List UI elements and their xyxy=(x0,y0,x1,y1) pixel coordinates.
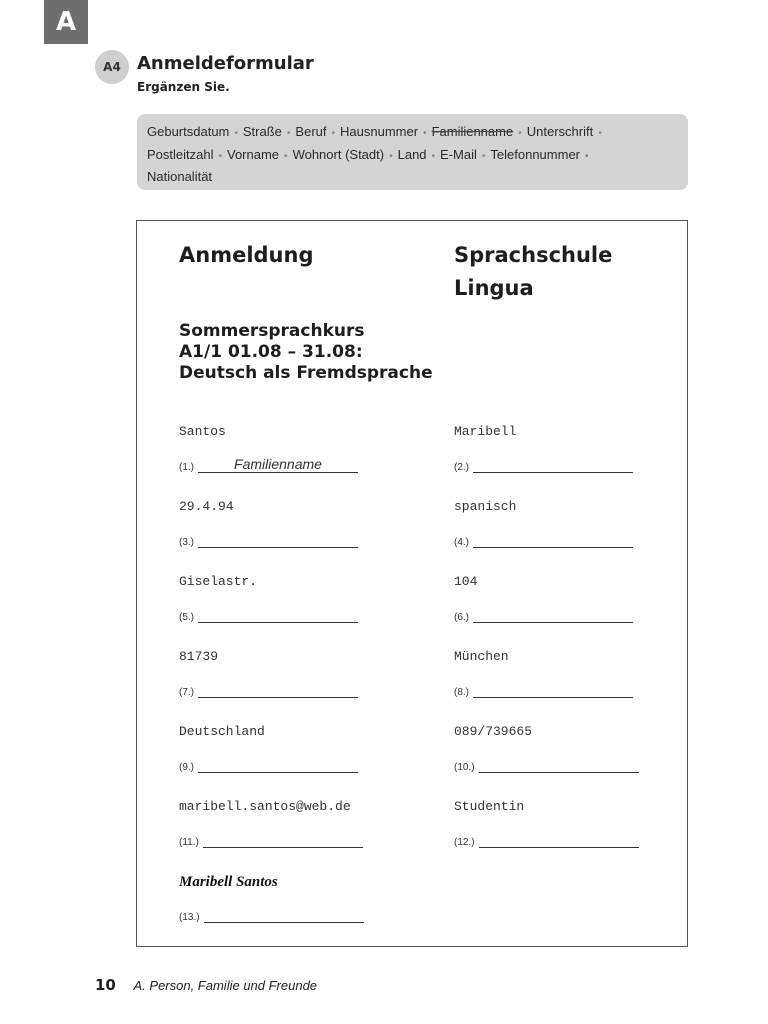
field-value: Santos xyxy=(179,424,226,439)
form-field xyxy=(179,573,379,623)
answer-number: (4.) xyxy=(454,537,469,548)
chapter-tab: A xyxy=(44,0,88,44)
word-box-item: Beruf xyxy=(295,124,327,139)
answer-row xyxy=(179,831,379,848)
answer-blank[interactable] xyxy=(203,831,363,848)
field-value: Studentin xyxy=(454,799,525,814)
field-value: spanisch xyxy=(454,499,517,514)
course-line-3: Deutsch als Fremdsprache xyxy=(179,363,433,383)
separator-dot-icon: • xyxy=(284,150,288,162)
separator-dot-icon: • xyxy=(423,128,427,139)
word-box-item: Wohnort (Stadt) xyxy=(292,146,385,162)
form-field xyxy=(454,573,654,623)
word-box-item: Land xyxy=(397,146,427,162)
answer-row xyxy=(179,756,379,773)
form-field xyxy=(454,723,654,773)
form-field xyxy=(179,798,379,848)
field-value: 29.4.94 xyxy=(179,499,234,514)
chapter-name: A. Person, Familie und Freunde xyxy=(133,978,318,993)
separator-dot-icon: • xyxy=(331,128,336,139)
answer-blank[interactable] xyxy=(473,456,633,473)
page-number: 10 xyxy=(95,976,116,994)
answer-blank[interactable]: Familienname xyxy=(198,456,358,473)
answer-row xyxy=(454,681,654,698)
answer-row xyxy=(454,831,654,848)
answer-blank[interactable] xyxy=(198,606,358,623)
separator-dot-icon: • xyxy=(598,128,602,139)
form-field xyxy=(179,723,379,773)
field-value: 81739 xyxy=(179,649,219,664)
field-value: 089/739665 xyxy=(454,724,533,739)
answer-number: (6.) xyxy=(454,612,469,623)
separator-dot-icon: • xyxy=(218,150,222,162)
separator-dot-icon: • xyxy=(585,150,589,162)
separator-dot-icon: • xyxy=(234,128,238,139)
answer-number: (2.) xyxy=(454,462,469,473)
field-value: Maribell xyxy=(454,424,517,439)
form-field xyxy=(179,498,379,548)
field-value: München xyxy=(454,649,509,664)
word-box-item: Telefonnummer xyxy=(490,146,581,162)
form-title: Anmeldung xyxy=(179,243,314,267)
exercise-instruction: Ergänzen Sie. xyxy=(137,80,230,94)
field-value: maribell.santos@web.de xyxy=(179,799,351,814)
field-value: Deutschland xyxy=(179,724,265,739)
form-field xyxy=(179,873,379,923)
answer-number: (5.) xyxy=(179,612,194,623)
word-box-line xyxy=(147,167,678,188)
answer-number: (7.) xyxy=(179,687,194,698)
separator-dot-icon: • xyxy=(431,150,436,162)
course-line-1: Sommersprachkurs xyxy=(179,321,365,341)
page-footer xyxy=(95,976,317,994)
answer-blank[interactable] xyxy=(473,531,633,548)
separator-dot-icon: • xyxy=(286,128,291,139)
form-field xyxy=(454,423,654,473)
answer-blank[interactable] xyxy=(198,531,358,548)
answer-row xyxy=(454,606,654,623)
answer-number: (10.) xyxy=(454,762,475,773)
answer-row xyxy=(454,756,654,773)
answer-blank[interactable] xyxy=(204,906,364,923)
course-description xyxy=(179,321,433,384)
exercise-number-badge: A4 xyxy=(95,50,129,84)
answer-row xyxy=(179,681,379,698)
registration-form xyxy=(136,220,688,947)
word-box-item: Unterschrift xyxy=(526,124,594,139)
field-value: 104 xyxy=(454,574,478,589)
answer-blank[interactable] xyxy=(198,756,358,773)
word-box-line xyxy=(147,145,678,168)
answer-number: (12.) xyxy=(454,837,475,848)
word-box-item: Straße xyxy=(242,124,282,139)
answer-row xyxy=(179,606,379,623)
answer-row xyxy=(454,531,654,548)
word-box-item: Hausnummer xyxy=(340,124,419,139)
form-field xyxy=(179,423,379,473)
exercise-title: Anmeldeformular xyxy=(137,53,314,74)
answer-row xyxy=(454,456,654,473)
answer-number: (9.) xyxy=(179,762,194,773)
answer-number: (13.) xyxy=(179,912,200,923)
answer-blank[interactable] xyxy=(479,756,639,773)
word-box-line xyxy=(147,122,678,145)
word-box-item: Nationalität xyxy=(147,169,213,184)
separator-dot-icon: • xyxy=(518,128,522,139)
signature: Maribell Santos xyxy=(179,874,278,890)
word-box-item: E-Mail xyxy=(440,146,477,162)
answer-number: (1.) xyxy=(179,462,194,473)
form-field xyxy=(454,648,654,698)
answer-number: (11.) xyxy=(179,837,199,848)
separator-dot-icon: • xyxy=(389,150,393,162)
word-box-item: Familienname xyxy=(431,124,514,139)
separator-dot-icon: • xyxy=(481,150,486,162)
answer-blank[interactable] xyxy=(198,681,358,698)
form-field xyxy=(179,648,379,698)
school-name-line2: Lingua xyxy=(454,276,534,300)
school-name-line1: Sprachschule xyxy=(454,243,613,267)
answer-number: (8.) xyxy=(454,687,469,698)
form-field xyxy=(454,498,654,548)
answer-row xyxy=(179,906,379,923)
course-line-2: A1/1 01.08 – 31.08: xyxy=(179,342,363,362)
answer-number: (3.) xyxy=(179,537,194,548)
answer-blank[interactable] xyxy=(473,606,633,623)
form-field xyxy=(454,798,654,848)
field-value: Giselastr. xyxy=(179,574,258,589)
answer-blank[interactable] xyxy=(479,831,639,848)
answer-blank[interactable] xyxy=(473,681,633,698)
word-box-item: Postleitzahl xyxy=(147,146,214,162)
word-box-item: Geburtsdatum xyxy=(147,124,230,139)
answer-row xyxy=(179,456,379,473)
word-box xyxy=(137,114,688,190)
answer-row xyxy=(179,531,379,548)
word-box-item: Vorname xyxy=(227,146,280,162)
